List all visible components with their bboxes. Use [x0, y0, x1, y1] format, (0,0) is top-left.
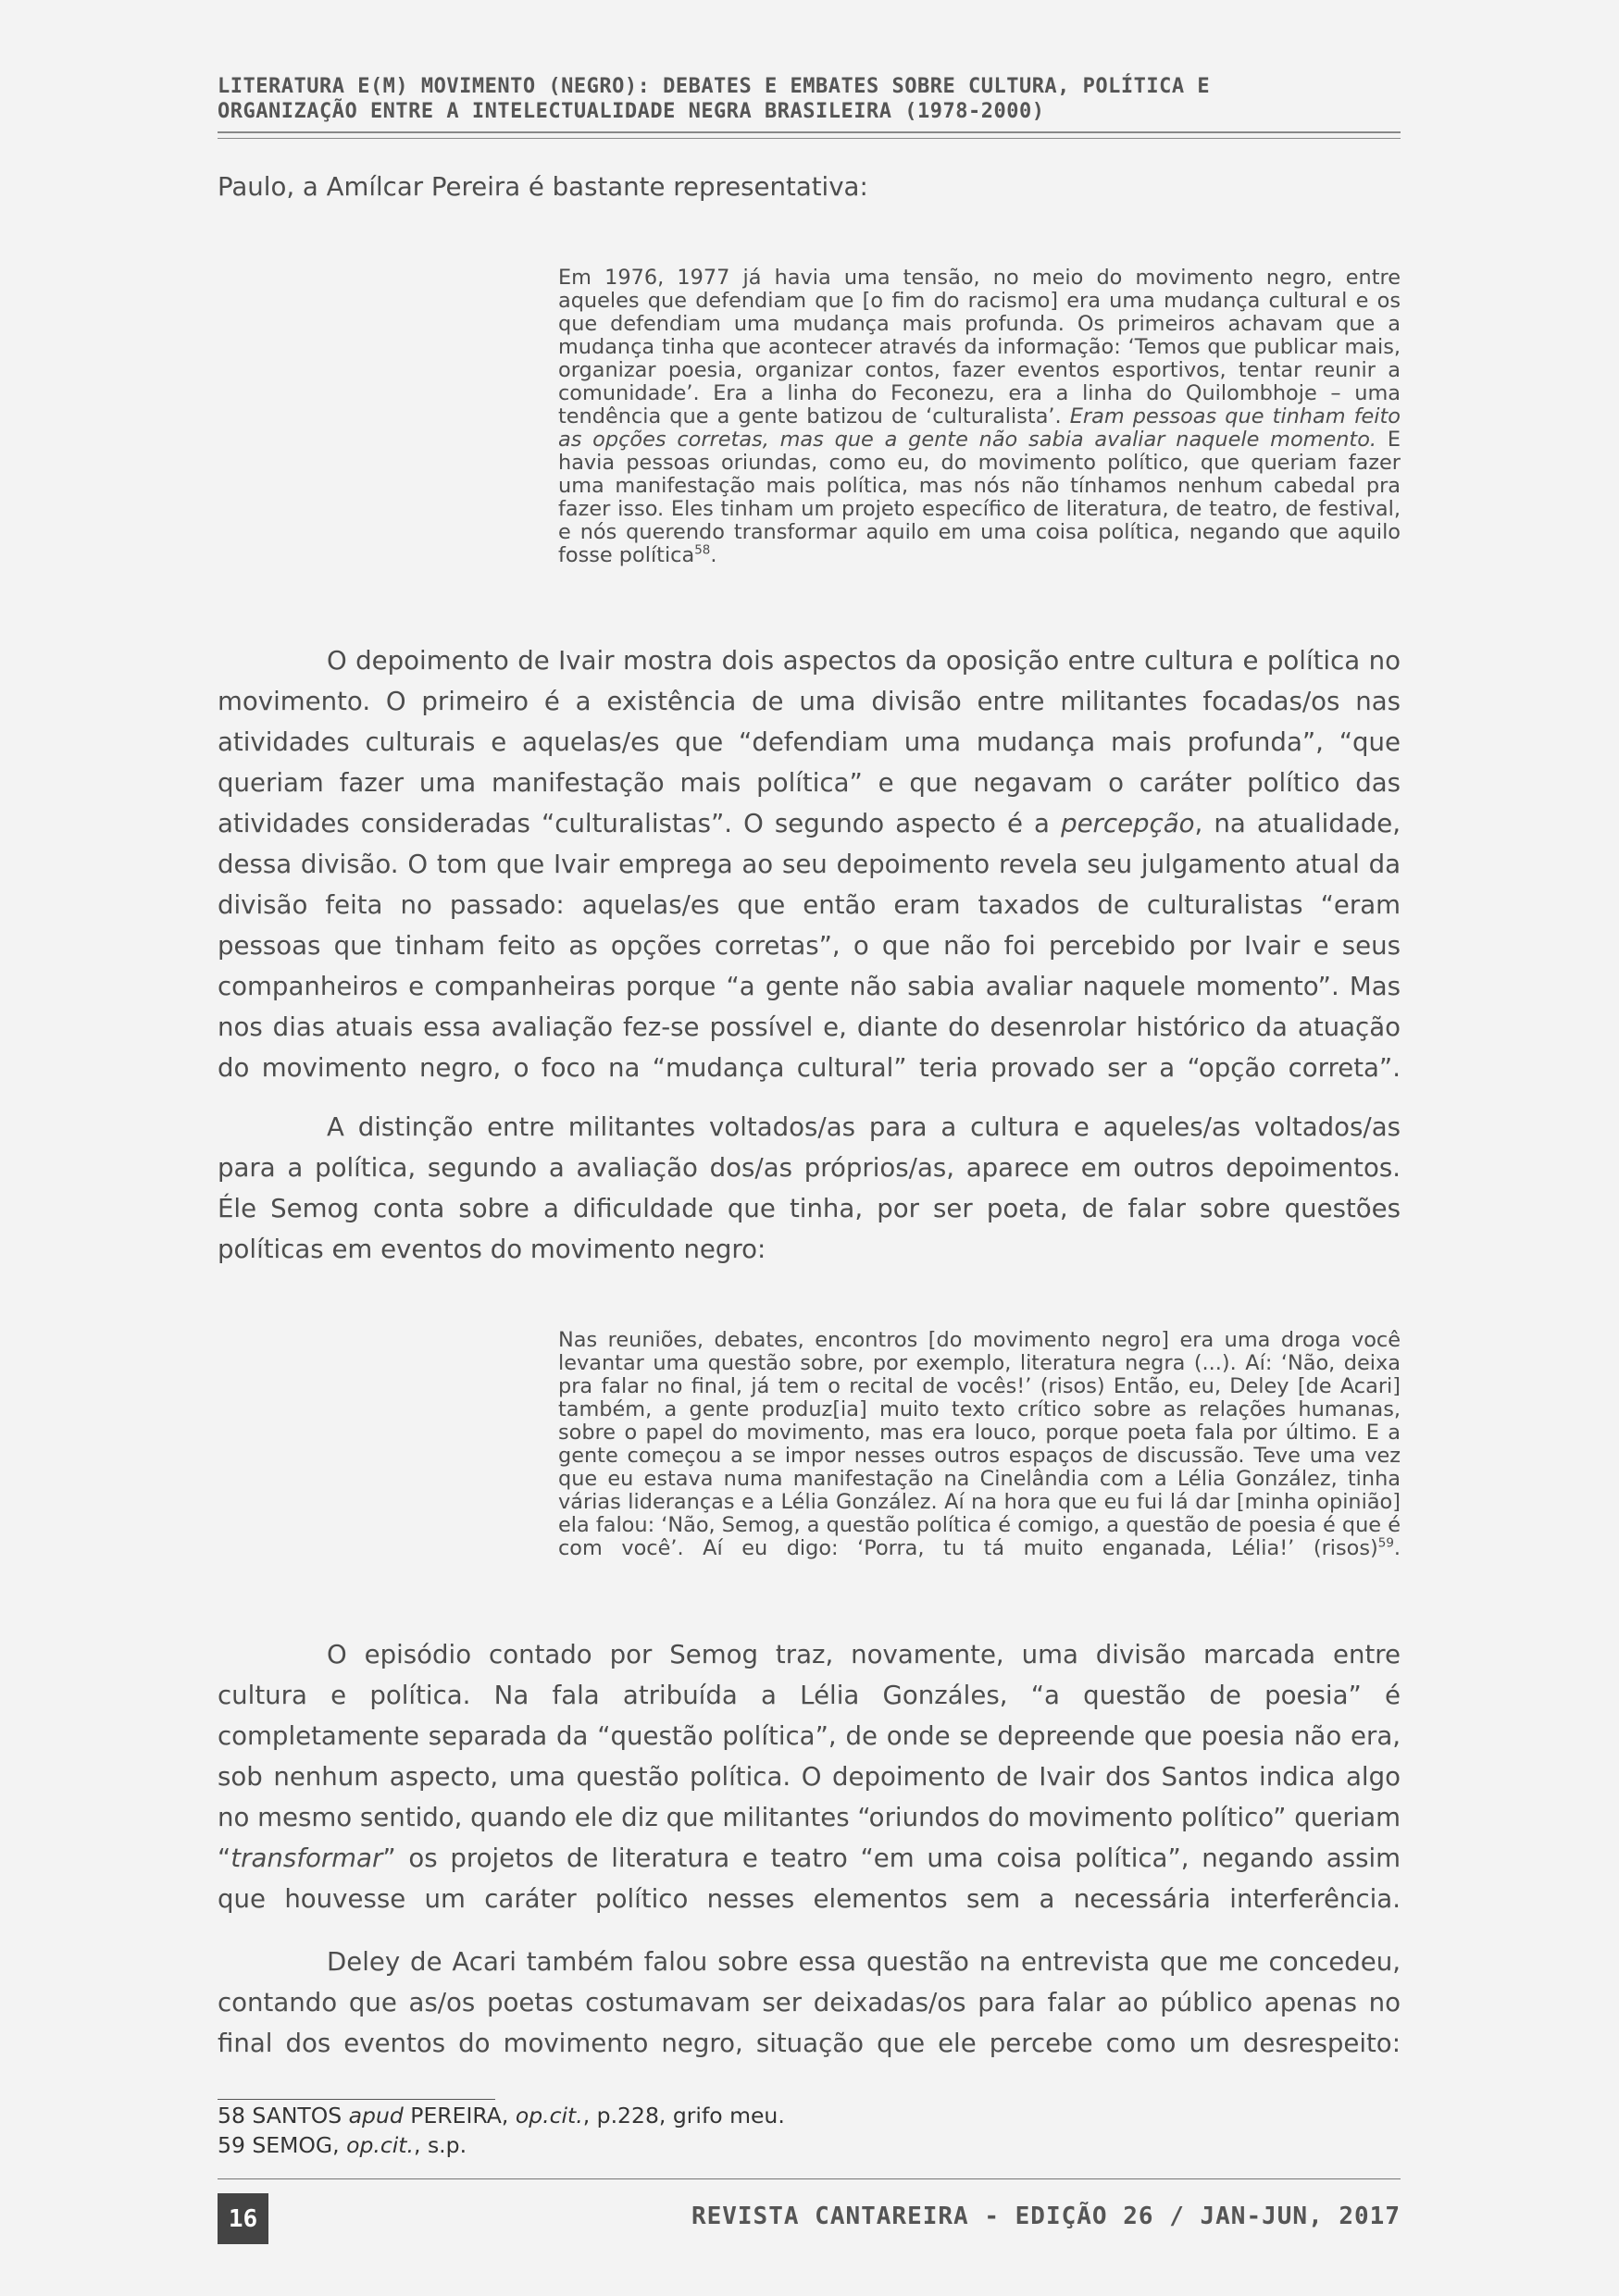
block-quote-1: Em 1976, 1977 já havia uma tensão, no meio do movimento negro, entre aqueles que defendiam que [o fim do racismo] era uma mudança cultural e os que defendiam uma mudança mais profunda. Os primeiros achavam que a mudança tinha que acontecer através da informação: ‘Temos que publicar mais, organizar poesia, organizar contos, fazer eventos esportivos, tentar reunir a comunidade’. Era a linha do Feconezu, era a linha do Quilombhoje – uma tendência que a gente batizou de ‘culturalista’. Eram pessoas que tinham feito as opções corretas, mas que a gente não sabia avaliar naquele momento. E havia pessoas oriundas, como eu, do movimento político, que queriam fazer uma manifestação mais política, mas nós não tínhamos nenhum cabedal pra fazer isso. Eles tinham um projeto específico de literatura, de teatro, de festival, e nós querendo transformar aquilo em uma coisa política, negando que aquilo fosse política$^{58}$. [558, 266, 1401, 567]
footnote-num: 59 [218, 2132, 245, 2158]
footnote-ref-59[interactable]: 59 [1377, 1536, 1394, 1551]
footnote-ref-58[interactable]: 58 [694, 543, 711, 558]
quote1-text-a: Em 1976, 1977 já havia uma tensão, no meio do movimento negro, entre aqueles que defendiam que [o fim do racismo] era uma mudança cultural e os que defendiam uma mudança mais profunda. Os primeiros achavam que a mudança tinha que acontecer através da informação: ‘Temos que publicar mais, organizar poesia, organizar contos, fazer eventos esportivos, tentar reunir a comunidade’. Era a linha do Feconezu, era a linha do Quilombhoje – uma tendência que a gente batizou de ‘culturalista’. [558, 266, 1401, 428]
paragraph-2: A distinção entre militantes voltados/as para a cultura e aqueles/as voltados/as para a política, segundo a avaliação dos/as próprios/as, aparece em outros depoimentos. Éle Semog conta sobre a dificuldade que tinha, por ser poeta, de falar sobre questões políticas em eventos do movimento negro: [218, 1111, 1401, 1264]
paragraph-3 [218, 1634, 1401, 1919]
page-number: 16 [218, 2193, 268, 2244]
quote2-text: Nas reuniões, debates, encontros [do movimento negro] era uma droga você levantar uma questão sobre, por exemplo, literatura negra (...). Aí: ‘Não, deixa pra falar no final, já tem o recital de vocês!’ (risos) Então, eu, Deley [de Acari] também, a gente produz[ia] muito texto crítico sobre as relações humanas, sobre o papel do movimento, mas era louco, porque poeta fala por último. E a gente começou a se impor nesses outros espaços de discussão. Teve uma vez que eu estava numa manifestação na Cinelândia com a Lélia González, tinha várias lideranças e a Lélia González. Aí na hora que eu fui lá dar [minha opinião] ela falou: ‘Não, Semog, a questão política é comigo, a questão de poesia é que é com você’. Aí eu digo: ‘Porra, tu tá muito enganada, Lélia!’ (risos) [558, 1328, 1401, 1560]
header-rule [218, 131, 1401, 139]
para3-italic: transformar [230, 1843, 383, 1873]
quote1-text-b: E havia pessoas oriundas, como eu, do movimento político, que queriam fazer uma manifestação mais política, mas nós não tínhamos nenhum cabedal pra fazer isso. Eles tinham um projeto específico de literatura, de teatro, de festival, e nós querendo transformar aquilo em uma coisa política, negando que aquilo fosse política [558, 428, 1401, 567]
block-quote-2: Nas reuniões, debates, encontros [do movimento negro] era uma droga você levantar uma questão sobre, por exemplo, literatura negra (...). Aí: ‘Não, deixa pra falar no final, já tem o recital de vocês!’ (risos) Então, eu, Deley [de Acari] também, a gente produz[ia] muito texto crítico sobre as relações humanas, sobre o papel do movimento, mas era louco, porque poeta fala por último. E a gente começou a se impor nesses outros espaços de discussão. Teve uma vez que eu estava numa manifestação na Cinelândia com a Lélia González, tinha várias lideranças e a Lélia González. Aí na hora que eu fui lá dar [minha opinião] ela falou: ‘Não, Semog, a questão política é comigo, a questão de poesia é que é com você’. Aí eu digo: ‘Porra, tu tá muito enganada, Lélia!’ (risos)$^{59}$. [558, 1328, 1401, 1560]
header-line-1: LITERATURA E(M) MOVIMENTO (NEGRO): DEBATES E EMBATES SOBRE CULTURA, POLÍTICA E [218, 75, 1211, 98]
para3-text-a: O episódio contado por Semog traz, novamente, uma divisão marcada entre cultura e política. Na fala atribuída a Lélia Gonzáles, “a questão de poesia” é completamente separada da “questão política”, de onde se depreende que poesia não era, sob nenhum aspecto, uma questão política. O depoimento de Ivair dos Santos indica algo no mesmo sentido, quando ele diz que militantes “oriundos do movimento político” queriam “ [218, 1639, 1401, 1873]
intro-line: Paulo, a Amílcar Pereira é bastante representativa: [218, 171, 868, 202]
footnote-num: 58 [218, 2103, 245, 2128]
footnote-59: 59 SEMOG, op.cit., s.p. [218, 2132, 467, 2158]
journal-name: REVISTA CANTAREIRA - EDIÇÃO 26 / JAN-JUN, 2017 [691, 2203, 1401, 2230]
para1-text-b: , na atualidade, dessa divisão. O tom que Ivair emprega ao seu depoimento revela seu julgamento atual da divisão feita no passado: aquelas/es que então eram taxados de culturalistas “eram pessoas que tinham feito as opções corretas”, o que não foi percebido por Ivair e seus companheiros e companheiras porque “a gente não sabia avaliar naquele momento”. Mas nos dias atuais essa avaliação fez-se possível e, diante do desenrolar histórico da atuação do movimento negro, o foco na “mudança cultural” teria provado ser a “opção correta”. [218, 808, 1401, 1083]
footnote-58: 58 SANTOS apud PEREIRA, op.cit., p.228, grifo meu. [218, 2103, 785, 2128]
header-line-2: ORGANIZAÇÃO ENTRE A INTELECTUALIDADE NEGRA BRASILEIRA (1978-2000) [218, 100, 1045, 123]
footnote-rule [218, 2099, 495, 2100]
para1-text-a: O depoimento de Ivair mostra dois aspectos da oposição entre cultura e política no movimento. O primeiro é a existência de uma divisão entre militantes focadas/os nas atividades culturais e aquelas/es que “defendiam uma mudança mais profunda”, “que queriam fazer uma manifestação mais política” e que negavam o caráter político das atividades consideradas “culturalistas”. O segundo aspecto é a [218, 645, 1401, 838]
para1-italic: percepção [1061, 808, 1195, 838]
running-header [218, 74, 1401, 124]
paragraph-1 [218, 640, 1401, 1088]
paragraph-4: Deley de Acari também falou sobre essa questão na entrevista que me concedeu, contando que as/os poetas costumavam ser deixadas/os para falar ao público apenas no final dos eventos do movimento negro, situação que ele percebe como um desrespeito: [218, 1946, 1401, 2058]
footer-rule [218, 2178, 1401, 2179]
para3-text-b: ” os projetos de literatura e teatro “em uma coisa política”, negando assim que houvesse um caráter político nesses elementos sem a necessária interferência. [218, 1843, 1401, 1914]
quote1-italic: Eram pessoas que tinham feito as opções corretas, mas que a gente não sabia avaliar naquele momento. [558, 404, 1401, 452]
